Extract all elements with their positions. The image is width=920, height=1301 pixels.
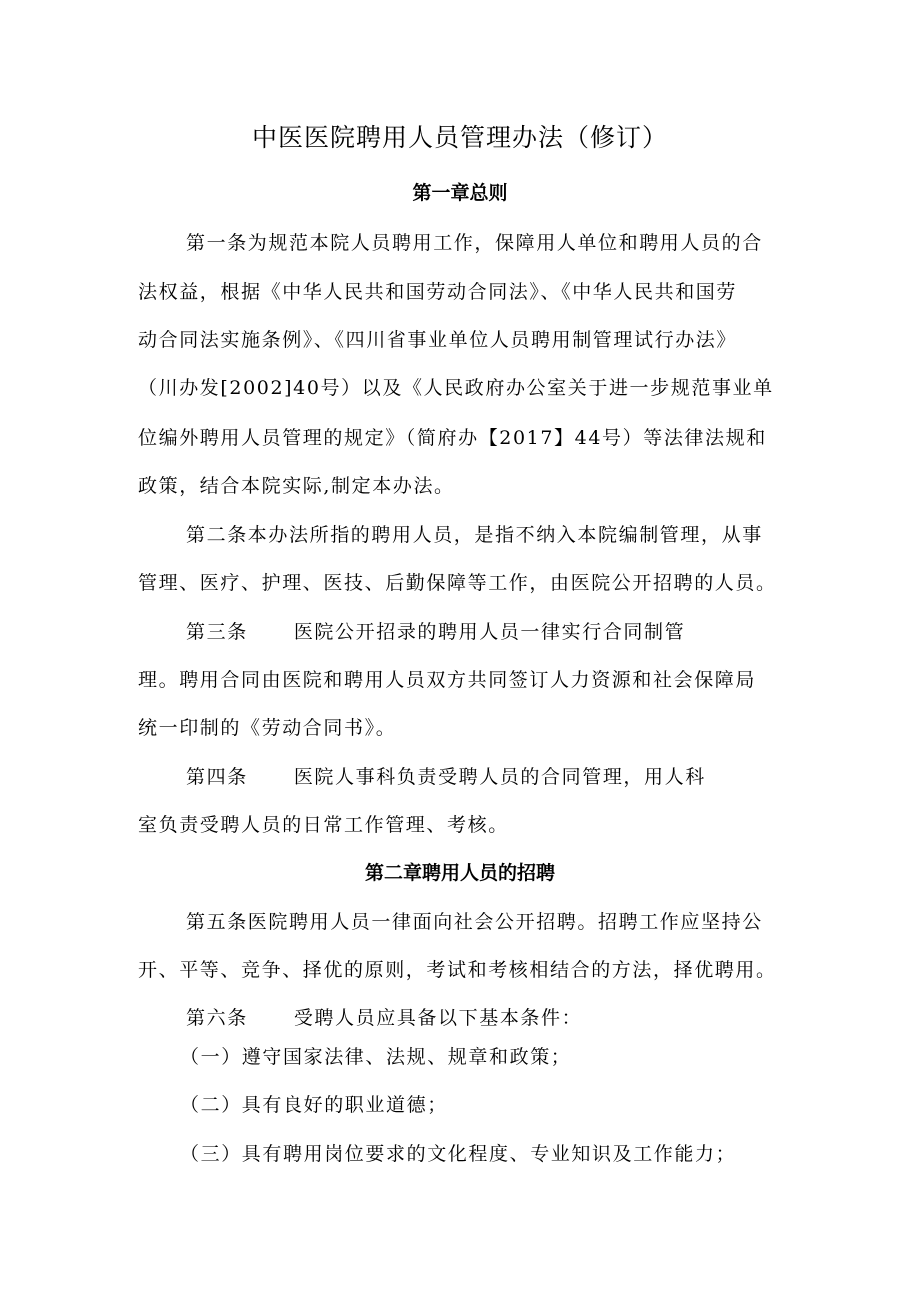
article-4-line-2: 室负责受聘人员的日常工作管理、考核。	[138, 814, 509, 836]
article-6-label: 第六条	[186, 1007, 248, 1029]
article-1-line-2: 法权益，根据《中华人民共和国劳动合同法》、《中华人民共和国劳	[138, 281, 738, 303]
article-2-line-1: 第二条本办法所指的聘用人员，是指不纳入本院编制管理，从事	[186, 524, 763, 546]
article-3-line-2: 理。聘用合同由医院和聘用人员双方共同签订人力资源和社会保障局	[138, 669, 757, 691]
article-1-line-3: 动合同法实施条例》、《四川省事业单位人员聘用制管理试行办法》	[138, 329, 738, 351]
article-6-item-3: （三）具有聘用岗位要求的文化程度、专业知识及工作能力；	[180, 1143, 737, 1165]
article-1-line-5: 位编外聘用人员管理的规定》（简府办【2017】44号）等法律法规和	[138, 427, 767, 449]
article-3-line-1	[186, 617, 685, 644]
article-1-line-6: 政策，结合本院实际,制定本办法。	[138, 475, 455, 497]
article-1-line-4: （川办发[2002]40号）以及《人民政府办公室关于进一步规范事业单	[138, 377, 774, 399]
chapter-heading-2: 第二章聘用人员的招聘	[364, 862, 555, 884]
article-1-line-1: 第一条为规范本院人员聘用工作，保障用人单位和聘用人员的合	[186, 232, 763, 254]
article-6-line-1	[186, 1003, 582, 1030]
article-3-text: 医院公开招录的聘用人员一律实行合同制管	[293, 621, 686, 643]
article-2-line-2: 管理、医疗、护理、医技、后勤保障等工作，由医院公开招聘的人员。	[138, 572, 777, 594]
chapter-heading-1: 第一章总则	[412, 182, 508, 204]
article-3-line-3: 统一印制的《劳动合同书》。	[138, 717, 397, 739]
article-5-line-2: 开、平等、竞争、择优的原则，考试和考核相结合的方法，择优聘用。	[138, 959, 777, 981]
article-6-item-2: （二）具有良好的职业道德；	[180, 1094, 448, 1116]
article-4-text: 医院人事科负责受聘人员的合同管理，用人科	[293, 766, 706, 788]
article-6-text: 受聘人员应具备以下基本条件：	[293, 1007, 583, 1029]
article-3-label: 第三条	[186, 621, 248, 643]
article-6-item-1: （一）遵守国家法律、法规、规章和政策；	[180, 1046, 572, 1068]
article-5-line-1: 第五条医院聘用人员一律面向社会公开招聘。招聘工作应坚持公	[186, 911, 763, 933]
document-title: 中医医院聘用人员管理办法（修订）	[251, 123, 668, 152]
article-4-line-1	[186, 762, 706, 789]
article-4-label: 第四条	[186, 766, 248, 788]
